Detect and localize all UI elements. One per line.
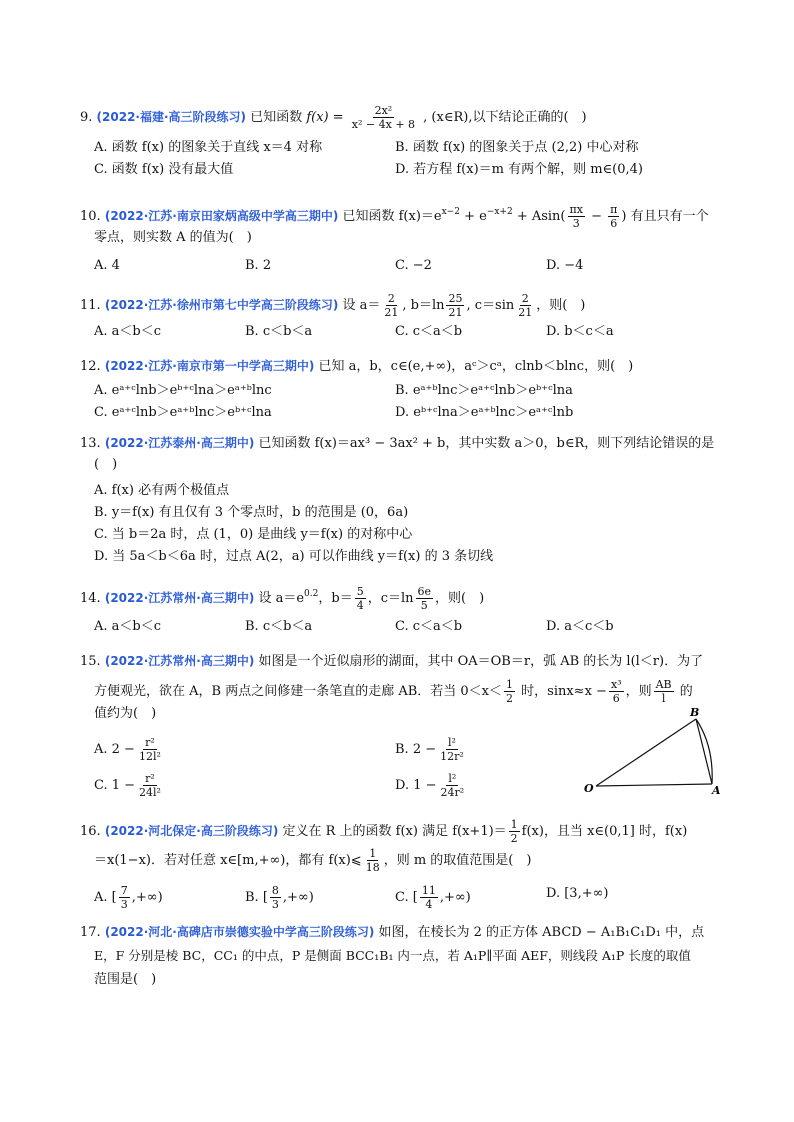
q16-option-b[interactable]: B. [ $\frac{8}{3}$ ,+∞) bbox=[245, 884, 314, 911]
question-source: (2022·福建·高三阶段练习) bbox=[96, 110, 247, 124]
q10-option-d[interactable]: D. −4 bbox=[546, 258, 584, 273]
q9-fraction: $\frac{\text{2x²}}{\text{x² − 4x + 8}}$ bbox=[351, 104, 416, 131]
q13-option-b[interactable]: B. y＝f(x) 有且仅有 3 个零点时，b 的范围是 (0，6a) bbox=[94, 505, 409, 520]
q12-option-c[interactable]: C. eᵃ⁺ᶜlnb＞eᵃ⁺ᵇlnc＞eᵇ⁺ᶜlna bbox=[94, 405, 272, 420]
q12-stem: 12. (2022·江苏·南京市第一中学高三期中) 已知 a，b，c∈(e,+∞)，aᶜ＞cᵃ，clnb＜blnc，则( ) bbox=[80, 359, 634, 374]
q11-stem: 11. (2022·江苏·徐州市第七中学高三阶段练习) 设 a＝ $\frac{2}{21}$ , b＝ln $\frac{25}{21}$ , c＝sin $\frac{2}{21}$ ，则( ) bbox=[80, 292, 586, 319]
q10-option-c[interactable]: C. −2 bbox=[395, 258, 432, 273]
q15-option-b[interactable]: B. 2 − $\frac{\text{l²}}{\text{12r²}}$ bbox=[395, 736, 464, 763]
q10-option-a[interactable]: A. 4 bbox=[94, 258, 120, 273]
q10-line2: 零点，则实数 A 的值为( ) bbox=[94, 230, 252, 245]
question-source: (2022·江苏泰州·高三期中) bbox=[104, 436, 255, 450]
label-b: B bbox=[690, 706, 700, 719]
question-number: 15. bbox=[80, 654, 101, 669]
q11-option-d[interactable]: D. b＜c＜a bbox=[546, 324, 614, 339]
q9-fx: f(x) = bbox=[306, 110, 344, 125]
q9-option-c[interactable]: C. 函数 f(x) 没有最大值 bbox=[94, 162, 234, 177]
question-source: (2022·江苏·徐州市第七中学高三阶段练习) bbox=[104, 298, 339, 312]
q12-option-d[interactable]: D. eᵇ⁺ᶜlna＞eᵃ⁺ᵇlnc＞eᵃ⁺ᶜlnb bbox=[395, 405, 574, 420]
q9-stem bbox=[80, 104, 587, 131]
q14-option-c[interactable]: C. c＜a＜b bbox=[395, 619, 463, 634]
q14-stem: 14. (2022·江苏常州·高三期中) 设 $a=e^{0.2}$，b＝ $\frac{5}{4}$ ，c＝ln $\frac{6e}{5}$ ，则( ) bbox=[80, 585, 485, 612]
q16-option-a[interactable]: A. [ $\frac{7}{3}$ ,+∞) bbox=[94, 884, 163, 911]
q12-option-a[interactable]: A. eᵃ⁺ᶜlnb＞eᵇ⁺ᶜlna＞eᵃ⁺ᵇlnc bbox=[94, 383, 272, 398]
q15-line1: 15. (2022·江苏常州·高三期中) 如图是一个近似扇形的湖面，其中 OA＝OB＝r，弧 AB 的长为 l(l＜r)．为了 bbox=[80, 654, 704, 669]
q9-option-a[interactable]: A. 函数 f(x) 的图象关于直线 x＝4 对称 bbox=[94, 140, 323, 155]
question-number: 17. bbox=[80, 925, 101, 940]
q15-option-d[interactable]: D. 1 − $\frac{\text{l²}}{\text{24r²}}$ bbox=[395, 772, 465, 799]
q15-option-a[interactable]: A. 2 − $\frac{\text{r²}}{\text{12l²}}$ bbox=[94, 736, 161, 763]
q9-text: 已知函数 bbox=[250, 110, 303, 125]
q16-option-c[interactable]: C. [ $\frac{11}{4}$ ,+∞) bbox=[395, 884, 471, 911]
q15-line3: 值约为( ) bbox=[94, 706, 157, 721]
q17-line2: E，F 分别是棱 BC，CC₁ 的中点，P 是侧面 BCC₁B₁ 内一点，若 A₁P∥平面 AEF，则线段 A₁P 长度的取值 bbox=[94, 948, 691, 963]
q16-line1: 16. (2022·河北保定·高三阶段练习) 定义在 R 上的函数 f(x) 满足 f(x+1)＝ $\frac{1}{2}$ f(x)，且当 x∈(0,1] 时，f(x) bbox=[80, 818, 688, 845]
q17-line3: 范围是( ) bbox=[94, 972, 157, 987]
label-a: A bbox=[712, 784, 721, 797]
q11-option-c[interactable]: C. c＜a＜b bbox=[395, 324, 463, 339]
q13-option-a[interactable]: A. f(x) 必有两个极值点 bbox=[94, 483, 230, 498]
q15-option-c[interactable]: C. 1 − $\frac{\text{r²}}{\text{24l²}}$ bbox=[94, 772, 161, 799]
question-source: (2022·江苏常州·高三期中) bbox=[104, 654, 255, 668]
question-number: 10. bbox=[80, 209, 101, 224]
label-o: O bbox=[584, 782, 594, 795]
q10-option-b[interactable]: B. 2 bbox=[245, 258, 272, 273]
question-number: 9. bbox=[80, 110, 93, 125]
question-number: 16. bbox=[80, 824, 101, 839]
q13-option-d[interactable]: D. 当 5a＜b＜6a 时，过点 A(2，a) 可以作曲线 y＝f(x) 的 3 条切线 bbox=[94, 549, 494, 564]
q9-option-d[interactable]: D. 若方程 f(x)＝m 有两个解，则 m∈(0,4) bbox=[395, 162, 644, 177]
q9-option-b[interactable]: B. 函数 f(x) 的图象关于点 (2,2) 中心对称 bbox=[395, 140, 639, 155]
q17-line1: 17. (2022·河北·高碑店市崇德实验中学高三阶段练习) 如图，在棱长为 2 的正方体 ABCD − A₁B₁C₁D₁ 中，点 bbox=[80, 925, 705, 940]
q12-option-b[interactable]: B. eᵃ⁺ᵇlnc＞eᵃ⁺ᶜlnb＞eᵇ⁺ᶜlna bbox=[395, 383, 573, 398]
sector-figure bbox=[578, 706, 728, 800]
question-source: (2022·江苏常州·高三期中) bbox=[104, 591, 255, 605]
question-number: 12. bbox=[80, 359, 101, 374]
q11-option-b[interactable]: B. c＜b＜a bbox=[245, 324, 313, 339]
q11-option-a[interactable]: A. a＜b＜c bbox=[94, 324, 162, 339]
question-number: 14. bbox=[80, 591, 101, 606]
q13-option-c[interactable]: C. 当 b＝2a 时，点 (1，0) 是曲线 y＝f(x) 的对称中心 bbox=[94, 527, 413, 542]
question-source: (2022·江苏·南京市第一中学高三期中) bbox=[104, 359, 315, 373]
q13-stem: 13. (2022·江苏泰州·高三期中) 已知函数 f(x)＝ax³ − 3ax² + b，其中实数 a＞0，b∈R，则下列结论错误的是 bbox=[80, 436, 715, 451]
q13-paren: ( ) bbox=[94, 457, 118, 472]
q14-option-d[interactable]: D. a＜c＜b bbox=[546, 619, 614, 634]
question-number: 11. bbox=[80, 298, 101, 313]
question-source: (2022·河北保定·高三阶段练习) bbox=[104, 824, 279, 838]
q14-option-b[interactable]: B. c＜b＜a bbox=[245, 619, 313, 634]
q9-text-end: , (x∈R),以下结论正确的( ) bbox=[423, 110, 587, 125]
segment-ob bbox=[596, 719, 696, 786]
question-source: (2022·江苏·南京田家炳高级中学高三期中) bbox=[104, 209, 339, 223]
q14-option-a[interactable]: A. a＜b＜c bbox=[94, 619, 162, 634]
segment-oa bbox=[596, 784, 712, 786]
question-number: 13. bbox=[80, 436, 101, 451]
q15-line2: 方便观光，欲在 A，B 两点之间修建一条笔直的走廊 AB．若当 0＜x＜ $\frac{1}{2}$ 时，sinx≈x − $\frac{\text{x³}}{6}$ ，则 $\frac{AB}{l}$ 的 bbox=[94, 678, 693, 705]
question-source: (2022·河北·高碑店市崇德实验中学高三阶段练习) bbox=[104, 925, 375, 939]
q16-option-d[interactable]: D. [3,+∞) bbox=[546, 886, 609, 901]
q10-stem: 10. (2022·江苏·南京田家炳高级中学高三期中) 已知函数 $f(x)=e^{x-2} + e^{-x+2} + Asin$( $\frac{\pi x}{3}$ − $\frac{\pi}{6}$ ) 有且只有一个 bbox=[80, 203, 709, 230]
q16-line2: ＝x(1−x)．若对任意 x∈[m,+∞)，都有 f(x)⩽ $\frac{1}{18}$ ，则 m 的取值范围是( ) bbox=[94, 847, 532, 874]
